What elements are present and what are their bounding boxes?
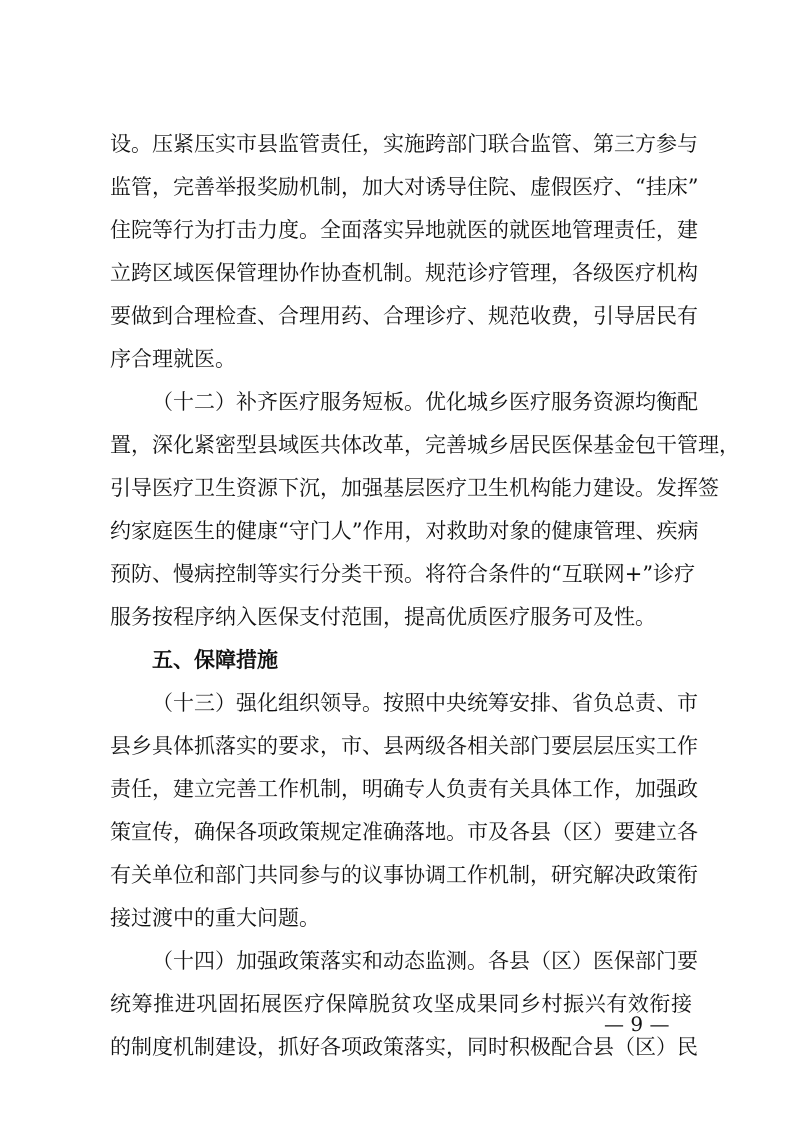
paragraph-line: （十二）补齐医疗服务短板。优化城乡医疗服务资源均衡配: [152, 390, 698, 414]
paragraph-line: 引导医疗卫生资源下沉，加强基层医疗卫生机构能力建设。发挥签: [110, 476, 719, 500]
paragraph-line: （十三）强化组织领导。按照中央统筹安排、省负总责、市: [152, 691, 698, 715]
document-body: [110, 126, 740, 1072]
paragraph-line: 立跨区域医保管理协作协查机制。规范诊疗管理，各级医疗机构: [110, 261, 698, 285]
paragraph-line: 监管，完善举报奖励机制，加大对诱导住院、虚假医疗、“挂床”: [110, 175, 699, 199]
paragraph-line: （十四）加强政策落实和动态监测。各县（区）医保部门要: [152, 949, 698, 973]
section-heading: 五、保障措施: [152, 648, 278, 672]
paragraph-line: 接过渡中的重大问题。: [110, 906, 320, 930]
paragraph-line: 要做到合理检查、合理用药、合理诊疗、规范收费，引导居民有: [110, 304, 698, 328]
paragraph-line: 县乡具体抓落实的要求，市、县两级各相关部门要层层压实工作: [110, 734, 698, 758]
paragraph-line: 策宣传，确保各项政策规定准确落地。市及各县（区）要建立各: [110, 820, 698, 844]
page-number: — 9 —: [604, 1012, 670, 1036]
paragraph-line: 约家庭医生的健康“守门人”作用，对救助对象的健康管理、疾病: [110, 519, 699, 543]
paragraph-line: 责任，建立完善工作机制，明确专人负责有关具体工作，加强政: [110, 777, 698, 801]
paragraph-line: 序合理就医。: [110, 347, 236, 371]
paragraph-line: 服务按程序纳入医保支付范围，提高优质医疗服务可及性。: [110, 605, 656, 629]
paragraph-line: 统筹推进巩固拓展医疗保障脱贫攻坚成果同乡村振兴有效衔接: [110, 992, 692, 1016]
paragraph-line: 住院等行为打击力度。全面落实异地就医的就医地管理责任，建: [110, 218, 698, 242]
paragraph-line: 有关单位和部门共同参与的议事协调工作机制，研究解决政策衔: [110, 863, 698, 887]
paragraph-line: 设。压紧压实市县监管责任，实施跨部门联合监管、第三方参与: [110, 132, 698, 156]
paragraph-line: 的制度机制建设，抓好各项政策落实，同时积极配合县（区）民: [110, 1035, 698, 1059]
paragraph-line: 置，深化紧密型县域医共体改革，完善城乡居民医保基金包干管理，: [110, 433, 740, 457]
paragraph-line: 预防、慢病控制等实行分类干预。将符合条件的“互联网+”诊疗: [110, 562, 696, 586]
